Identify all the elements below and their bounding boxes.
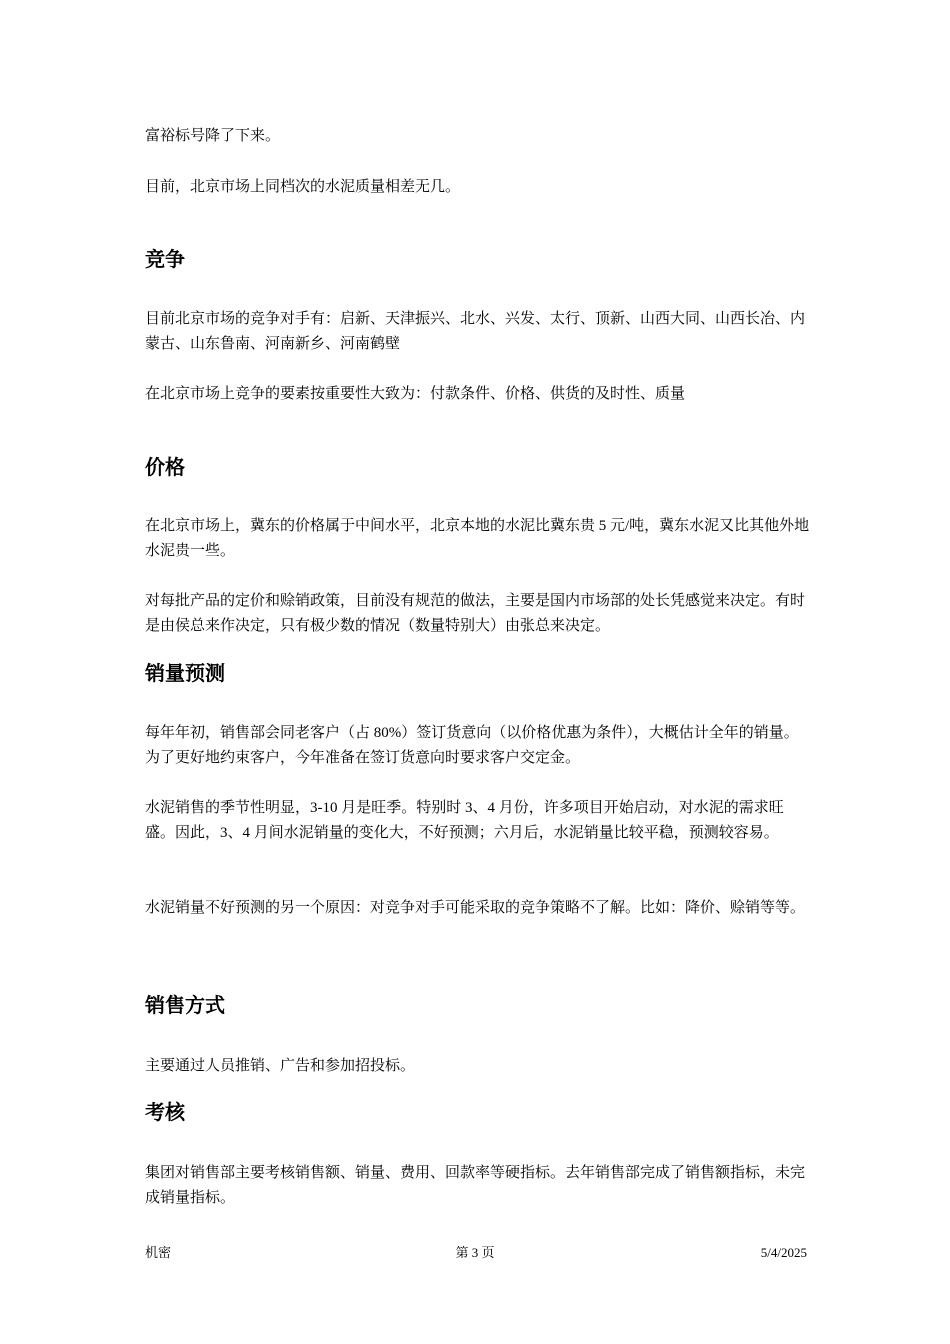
section-heading-sales-method: 销售方式 [145,993,225,1017]
paragraph: 主要通过人员推销、广告和参加招投标。 [145,1058,416,1074]
paragraph: 目前北京市场的竞争对手有：启新、天津振兴、北水、兴发、太行、顶新、山西大同、山西长冶、内蒙古、山东鲁南、河南新乡、河南鹤壁 [145,311,806,352]
paragraph: 集团对销售部主要考核销售额、销量、费用、回款率等硬指标。去年销售部完成了销售额指标，未完成销量指标。 [145,1165,806,1206]
footer-confidential: 机密 [145,1245,172,1260]
footer-page-number: 第 3 页 [455,1245,495,1260]
paragraph: 水泥销售的季节性明显，3-10 月是旺季。特别时 3、4 月份，许多项目开始启动，对水泥的需求旺盛。因此，3、4 月间水泥销量的变化大，不好预测；六月后，水泥销量比较平稳，预测较容易。 [145,800,784,841]
section-heading-assessment: 考核 [145,1100,185,1124]
paragraph: 在北京市场上，冀东的价格属于中间水平，北京本地的水泥比冀东贵 5 元/吨，冀东水泥又比其他外地水泥贵一些。 [145,518,810,559]
section-heading-price: 价格 [145,455,185,479]
paragraph: 水泥销量不好预测的另一个原因：对竞争对手可能采取的竞争策略不了解。比如：降价、赊销等等。 [145,900,806,916]
paragraph: 对每批产品的定价和赊销政策，目前没有规范的做法，主要是国内市场部的处长凭感觉来决定。有时是由侯总来作决定，只有极少数的情况（数量特别大）由张总来决定。 [145,593,806,634]
paragraph: 目前，北京市场上同档次的水泥质量相差无几。 [145,179,461,195]
paragraph: 每年年初，销售部会同老客户（占 80%）签订货意向（以价格优惠为条件），大概估计全年的销量。为了更好地约束客户，今年准备在签订货意向时要求客户交定金。 [145,725,799,766]
section-heading-sales-forecast: 销量预测 [145,661,225,685]
paragraph: 富裕标号降了下来。 [145,128,281,144]
footer-date: 5/4/2025 [760,1245,807,1260]
section-heading-competition: 竞争 [145,247,185,271]
paragraph: 在北京市场上竞争的要素按重要性大致为：付款条件、价格、供货的及时性、质量 [145,386,686,402]
